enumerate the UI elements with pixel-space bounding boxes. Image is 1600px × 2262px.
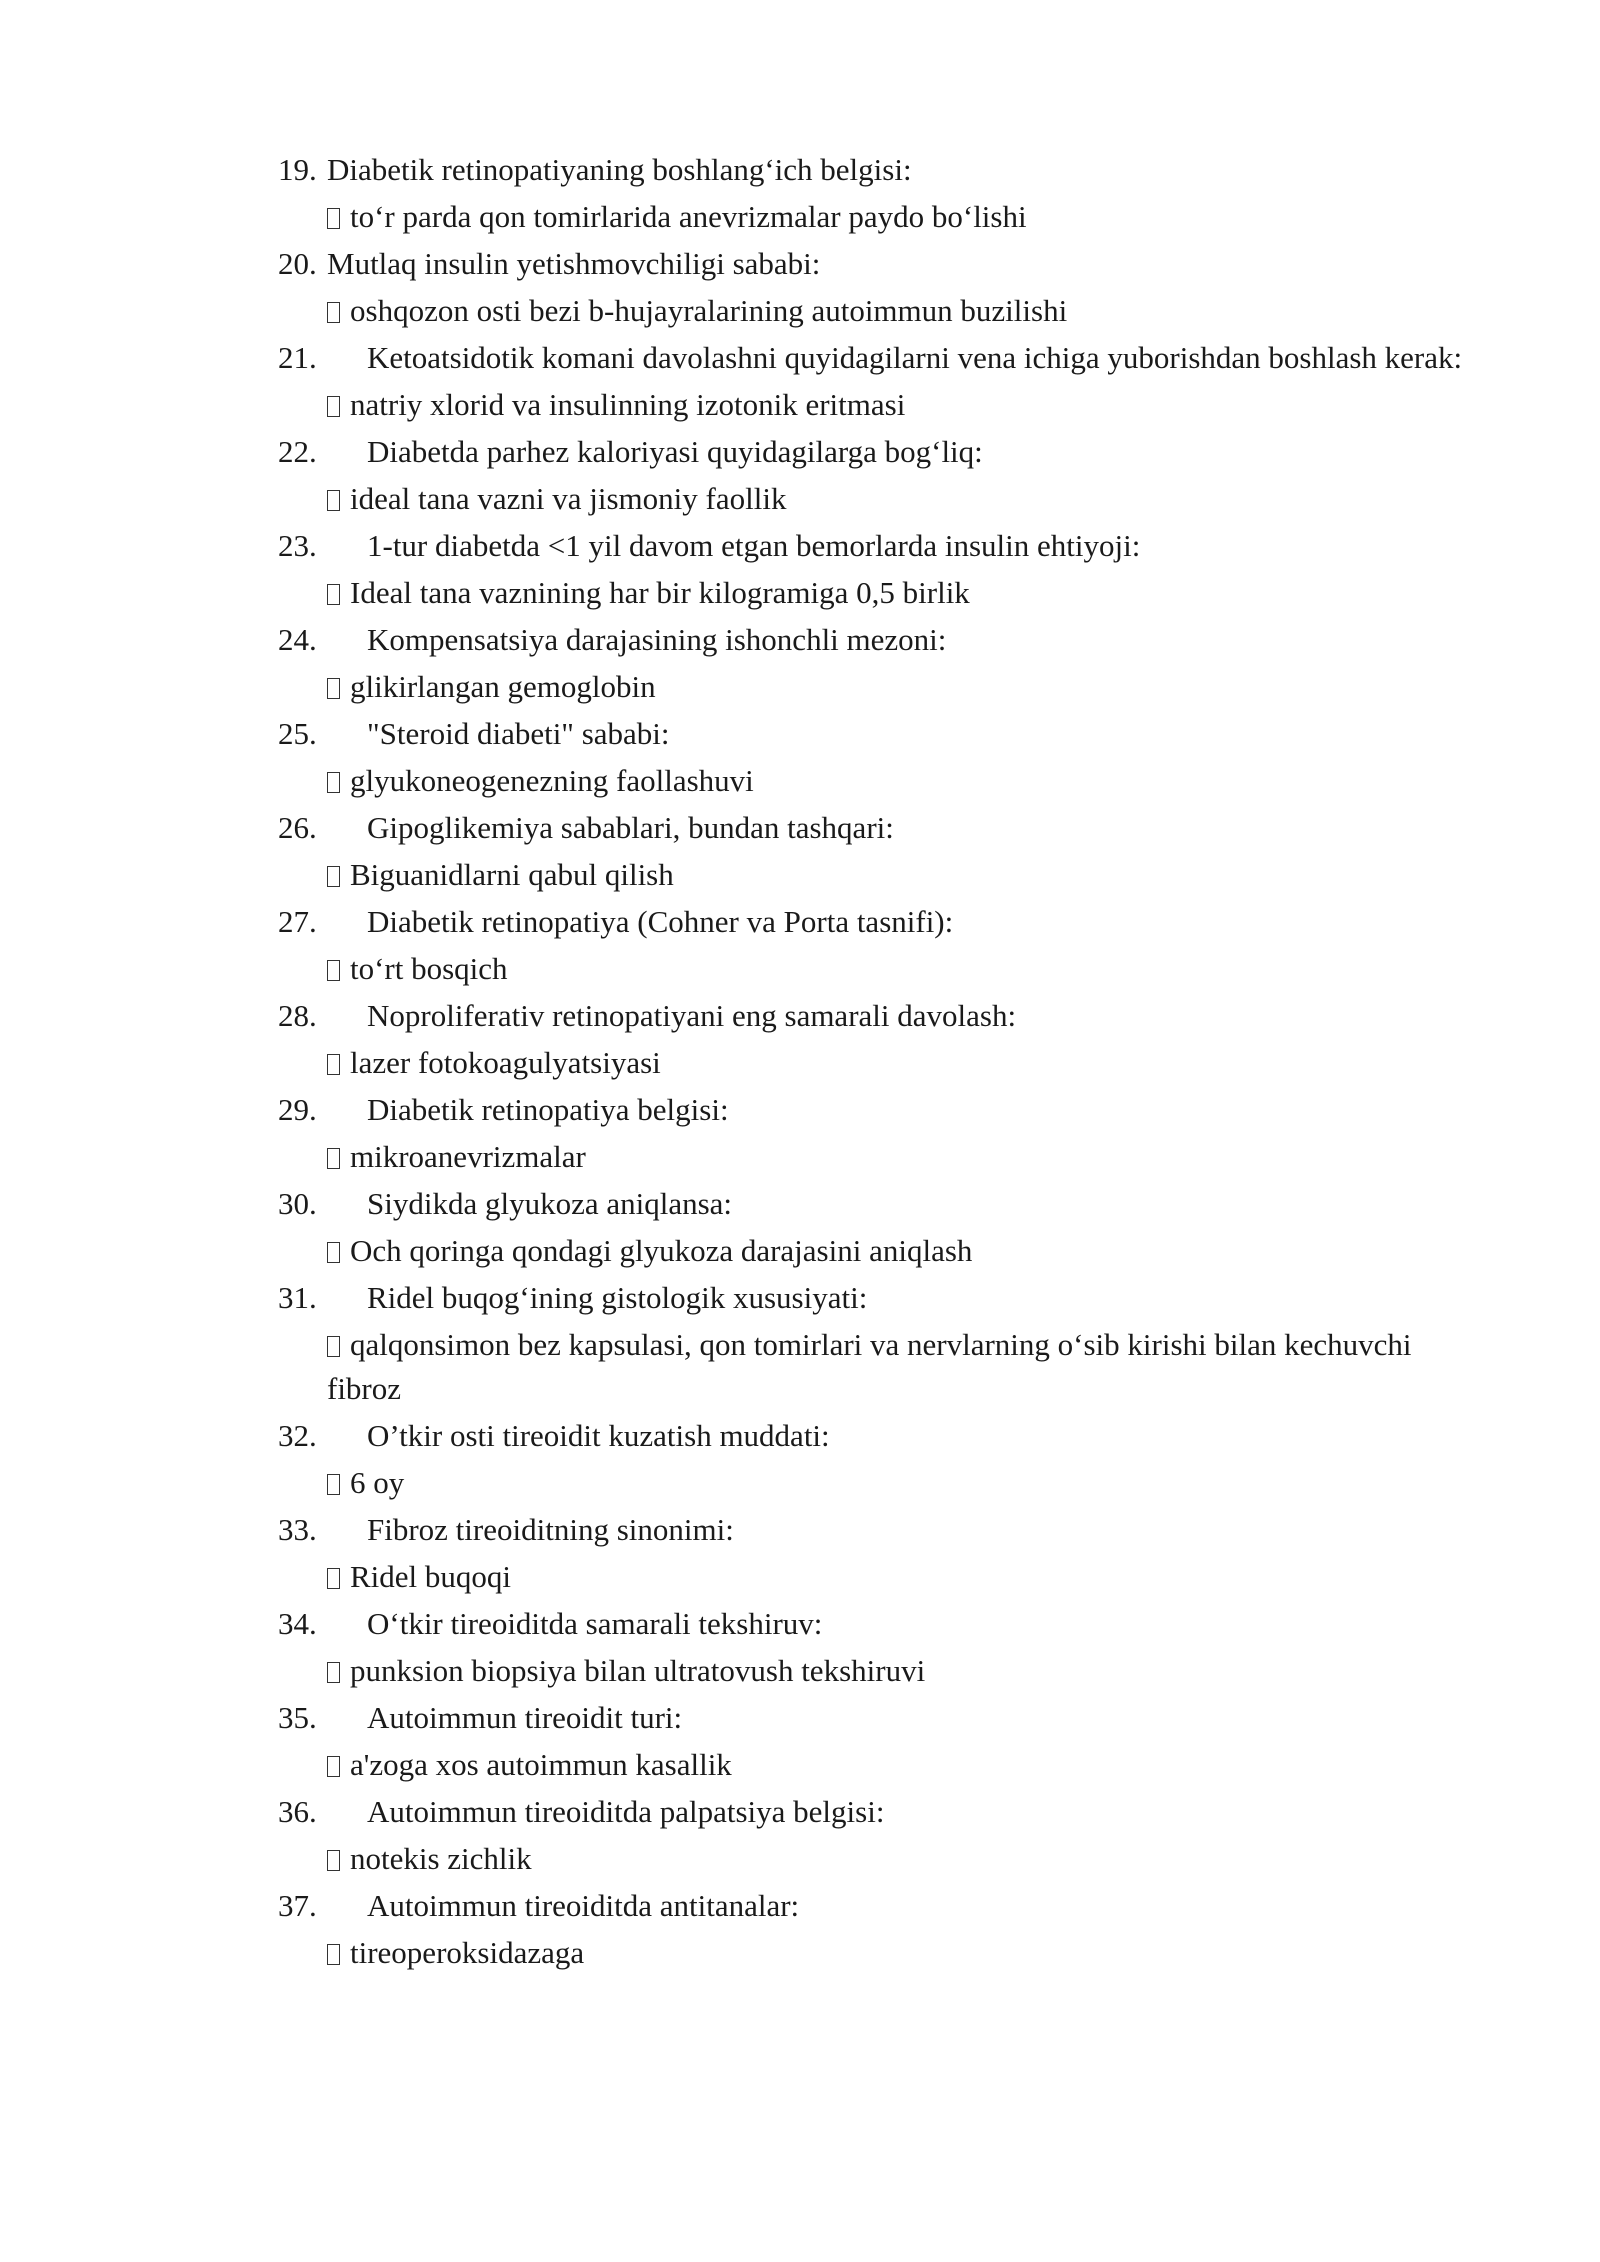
- answer-line: [0, 759, 1477, 803]
- answer-line: [0, 1323, 1477, 1411]
- question-item: [0, 1088, 1600, 1179]
- question-item: [0, 900, 1600, 991]
- answer-text: punksion biopsiya bilan ultratovush tekshiruvi: [350, 1653, 926, 1688]
- question-text: Kompensatsiya darajasining ishonchli mezoni:: [367, 622, 947, 657]
- answer-line: [0, 1041, 1477, 1085]
- checkbox-icon: [327, 1054, 340, 1075]
- question-text: Ridel buqog‘ining gistologik xususiyati:: [367, 1280, 868, 1315]
- question-number: 36.: [278, 1794, 317, 1829]
- question-number: 22.: [278, 434, 317, 469]
- question-line: [0, 1414, 1507, 1458]
- question-line: [0, 1508, 1507, 1552]
- answer-text: a'zoga xos autoimmun kasallik: [350, 1747, 732, 1782]
- question-line: [0, 900, 1507, 944]
- question-number: 35.: [278, 1700, 317, 1735]
- question-text: O’tkir osti tireoidit kuzatish muddati:: [367, 1418, 830, 1453]
- question-item: [0, 148, 1600, 239]
- question-line: [0, 806, 1507, 850]
- answer-text: to‘rt bosqich: [350, 951, 508, 986]
- checkbox-icon: [327, 866, 340, 887]
- question-text: 1-tur diabetda <1 yil davom etgan bemorlarda insulin ehtiyoji:: [367, 528, 1141, 563]
- question-line: [0, 336, 1507, 380]
- checkbox-icon: [327, 1148, 340, 1169]
- answer-line: [0, 1931, 1477, 1975]
- question-item: [0, 242, 1600, 333]
- question-number: 33.: [278, 1512, 317, 1547]
- checkbox-icon: [327, 396, 340, 417]
- question-text: Autoimmun tireoiditda palpatsiya belgisi:: [367, 1794, 885, 1829]
- question-number: 27.: [278, 904, 317, 939]
- question-list: [0, 148, 1600, 1978]
- question-item: [0, 1696, 1600, 1787]
- answer-line: [0, 1555, 1477, 1599]
- answer-line: [0, 1229, 1477, 1273]
- checkbox-icon: [327, 1944, 340, 1965]
- answer-text: lazer fotokoagulyatsiyasi: [350, 1045, 661, 1080]
- answer-line: [0, 1837, 1477, 1881]
- answer-text: qalqonsimon bez kapsulasi, qon tomirlari va nervlarning o‘sib kirishi bilan kechuvchi fibroz: [327, 1327, 1412, 1406]
- question-item: [0, 1602, 1600, 1693]
- answer-text: tireoperoksidazaga: [350, 1935, 585, 1970]
- question-item: [0, 806, 1600, 897]
- answer-line: [0, 477, 1477, 521]
- question-text: Mutlaq insulin yetishmovchiligi sababi:: [327, 246, 821, 281]
- question-number: 32.: [278, 1418, 317, 1453]
- question-line: [0, 1602, 1507, 1646]
- answer-text: glyukoneogenezning faollashuvi: [350, 763, 754, 798]
- question-number: 29.: [278, 1092, 317, 1127]
- question-item: [0, 712, 1600, 803]
- question-text: Gipoglikemiya sabablari, bundan tashqari:: [367, 810, 894, 845]
- question-number: 25.: [278, 716, 317, 751]
- checkbox-icon: [327, 678, 340, 699]
- checkbox-icon: [327, 208, 340, 229]
- answer-text: Biguanidlarni qabul qilish: [350, 857, 674, 892]
- answer-line: [0, 571, 1477, 615]
- question-number: 37.: [278, 1888, 317, 1923]
- question-item: [0, 994, 1600, 1085]
- question-line: [0, 618, 1507, 662]
- question-item: [0, 1508, 1600, 1599]
- answer-line: [0, 289, 1477, 333]
- checkbox-icon: [327, 1568, 340, 1589]
- question-line: [0, 712, 1507, 756]
- question-line: [0, 1276, 1507, 1320]
- question-text: Diabetda parhez kaloriyasi quyidagilarga bog‘liq:: [367, 434, 983, 469]
- answer-text: natriy xlorid va insulinning izotonik eritmasi: [350, 387, 906, 422]
- answer-line: [0, 1461, 1477, 1505]
- answer-text: to‘r parda qon tomirlarida anevrizmalar paydo bo‘lishi: [350, 199, 1027, 234]
- answer-line: [0, 195, 1477, 239]
- checkbox-icon: [327, 490, 340, 511]
- question-number: 23.: [278, 528, 317, 563]
- answer-text: glikirlangan gemoglobin: [350, 669, 656, 704]
- checkbox-icon: [327, 1756, 340, 1777]
- question-line: [0, 524, 1507, 568]
- question-line: [0, 1884, 1507, 1928]
- checkbox-icon: [327, 1474, 340, 1495]
- checkbox-icon: [327, 584, 340, 605]
- answer-line: [0, 665, 1477, 709]
- question-line: [0, 1696, 1507, 1740]
- answer-line: [0, 853, 1477, 897]
- question-number: 34.: [278, 1606, 317, 1641]
- checkbox-icon: [327, 1662, 340, 1683]
- question-item: [0, 1276, 1600, 1411]
- answer-text: notekis zichlik: [350, 1841, 532, 1876]
- answer-text: oshqozon osti bezi b-hujayralarining autoimmun buzilishi: [350, 293, 1068, 328]
- checkbox-icon: [327, 772, 340, 793]
- question-line: [0, 994, 1507, 1038]
- question-text: Siydikda glyukoza aniqlansa:: [367, 1186, 733, 1221]
- question-line: [0, 242, 1507, 286]
- answer-line: [0, 1649, 1477, 1693]
- answer-text: Ideal tana vaznining har bir kilogramiga 0,5 birlik: [350, 575, 970, 610]
- question-item: [0, 1884, 1600, 1975]
- answer-text: Och qoringa qondagi glyukoza darajasini aniqlash: [350, 1233, 973, 1268]
- answer-text: 6 oy: [350, 1465, 405, 1500]
- answer-line: [0, 947, 1477, 991]
- question-text: Diabetik retinopatiya belgisi:: [367, 1092, 729, 1127]
- question-text: Diabetik retinopatiyaning boshlang‘ich belgisi:: [327, 152, 912, 187]
- question-line: [0, 430, 1507, 474]
- question-item: [0, 1414, 1600, 1505]
- checkbox-icon: [327, 302, 340, 323]
- answer-text: mikroanevrizmalar: [350, 1139, 586, 1174]
- question-line: [0, 1088, 1507, 1132]
- checkbox-icon: [327, 1242, 340, 1263]
- question-item: [0, 430, 1600, 521]
- question-number: 20.: [278, 246, 317, 281]
- question-line: [0, 148, 1507, 192]
- answer-text: Ridel buqoqi: [350, 1559, 512, 1594]
- question-item: [0, 1790, 1600, 1881]
- question-number: 26.: [278, 810, 317, 845]
- question-number: 21.: [278, 340, 317, 375]
- question-number: 24.: [278, 622, 317, 657]
- question-text: Noproliferativ retinopatiyani eng samarali davolash:: [367, 998, 1017, 1033]
- checkbox-icon: [327, 1850, 340, 1871]
- question-text: O‘tkir tireoiditda samarali tekshiruv:: [367, 1606, 823, 1641]
- question-item: [0, 336, 1600, 427]
- checkbox-icon: [327, 1336, 340, 1357]
- question-text: Ketoatsidotik komani davolashni quyidagilarni vena ichiga yuborishdan boshlash kerak:: [367, 340, 1463, 375]
- question-item: [0, 1182, 1600, 1273]
- answer-text: ideal tana vazni va jismoniy faollik: [350, 481, 787, 516]
- question-text: Autoimmun tireoiditda antitanalar:: [367, 1888, 800, 1923]
- question-number: 31.: [278, 1280, 317, 1315]
- question-text: "Steroid diabeti" sababi:: [367, 716, 670, 751]
- question-number: 30.: [278, 1186, 317, 1221]
- question-text: Autoimmun tireoidit turi:: [367, 1700, 683, 1735]
- question-line: [0, 1182, 1507, 1226]
- answer-line: [0, 1135, 1477, 1179]
- question-item: [0, 618, 1600, 709]
- checkbox-icon: [327, 960, 340, 981]
- question-item: [0, 524, 1600, 615]
- question-line: [0, 1790, 1507, 1834]
- answer-line: [0, 383, 1477, 427]
- question-text: Diabetik retinopatiya (Cohner va Porta tasnifi):: [367, 904, 954, 939]
- question-number: 28.: [278, 998, 317, 1033]
- question-number: 19.: [278, 152, 317, 187]
- question-text: Fibroz tireoiditning sinonimi:: [367, 1512, 734, 1547]
- answer-line: [0, 1743, 1477, 1787]
